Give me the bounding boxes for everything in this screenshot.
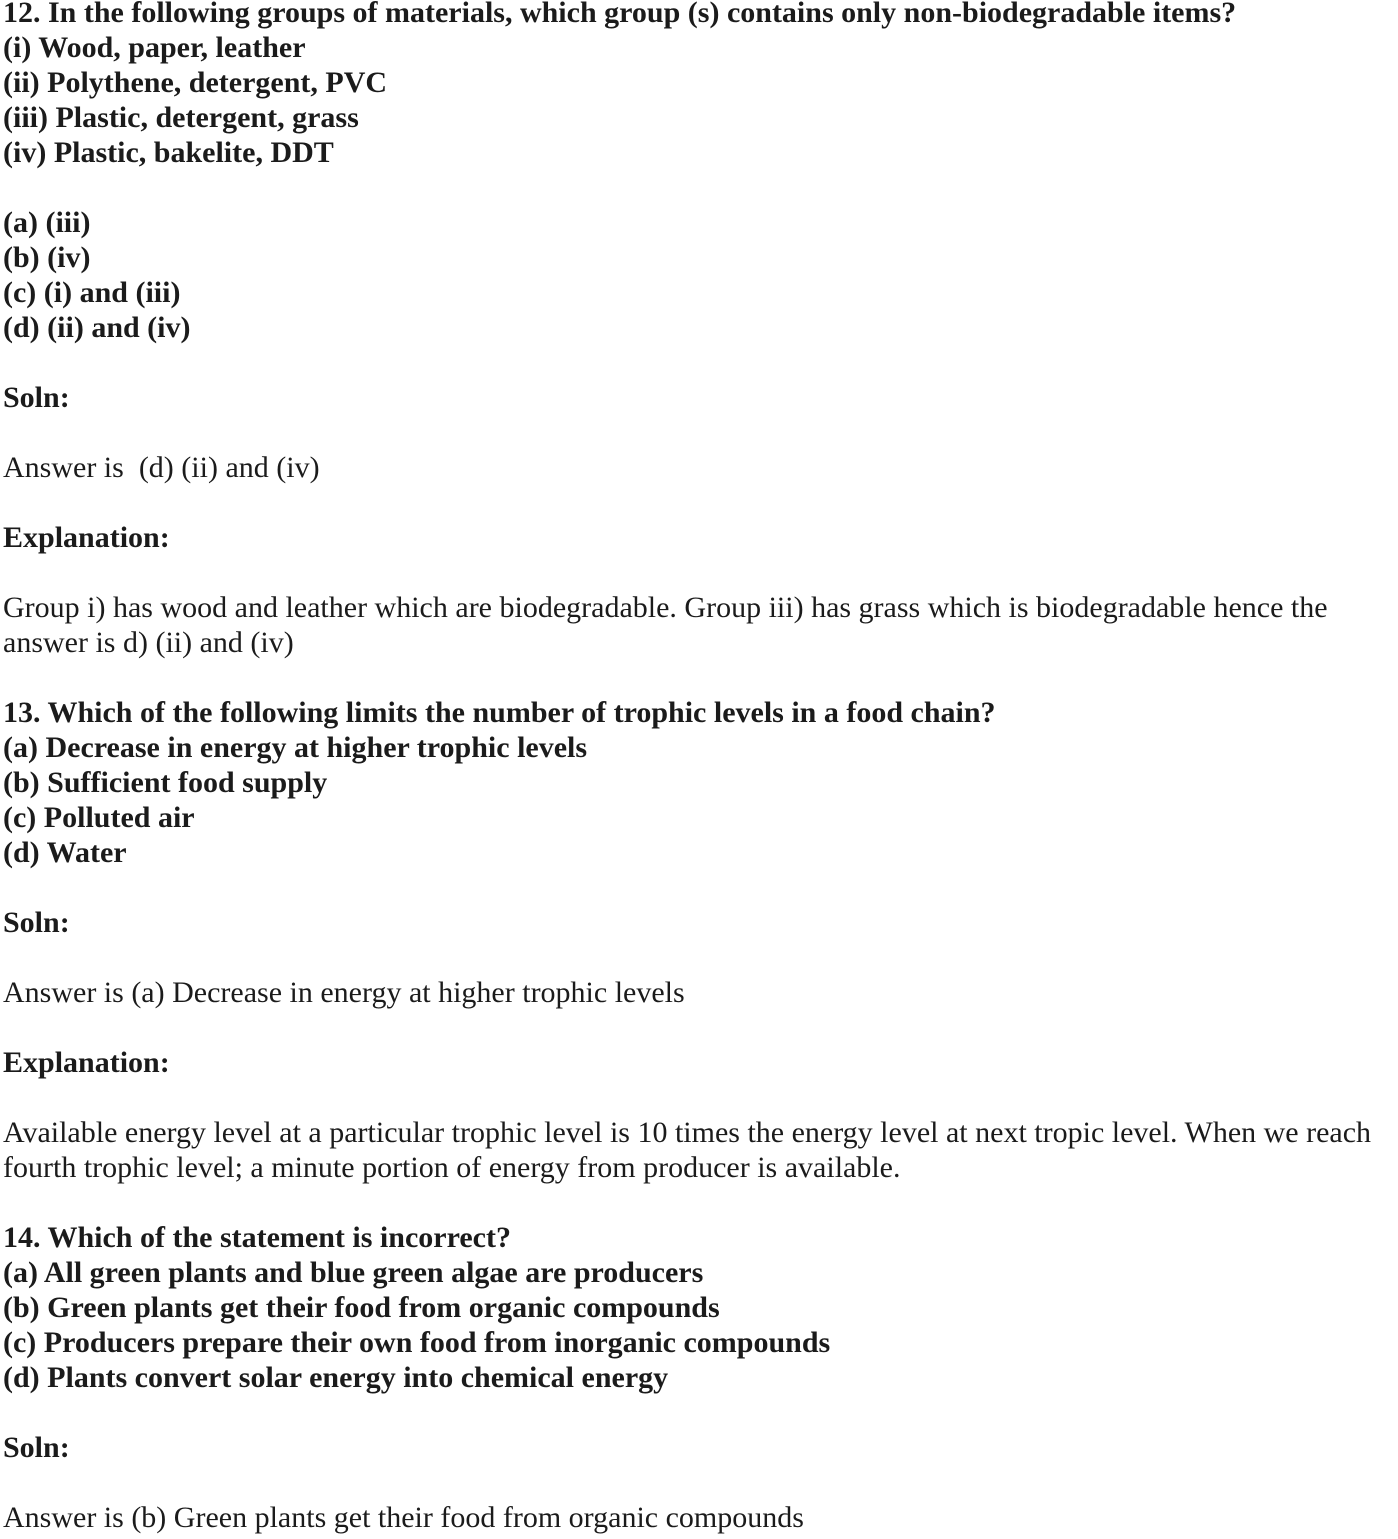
document-content	[3, 0, 1398, 1535]
question-12-options-line-1: (a) (iii)	[3, 206, 91, 239]
question-13-soln-label-line-1: Soln:	[3, 906, 70, 939]
question-14-answer	[3, 1500, 1398, 1535]
question-14-soln-label	[3, 1430, 1398, 1465]
question-12-explanation-label	[3, 520, 1398, 555]
question-14-line-1: 14. Which of the statement is incorrect?	[3, 1221, 511, 1254]
question-12	[3, 0, 1398, 170]
question-14-answer-line-1: Answer is (b) Green plants get their food from organic compounds	[3, 1501, 804, 1534]
question-13-explanation-label	[3, 1045, 1398, 1080]
question-13-line-3: (b) Sufficient food supply	[3, 766, 328, 799]
question-13-line-4: (c) Polluted air	[3, 801, 195, 834]
question-12-options-line-2: (b) (iv)	[3, 241, 91, 274]
question-13-line-1: 13. Which of the following limits the number of trophic levels in a food chain?	[3, 696, 996, 729]
question-12-line-4: (iii) Plastic, detergent, grass	[3, 101, 359, 134]
question-13-explanation-line-1: Available energy level at a particular trophic level is 10 times the energy level at next tropic level. When we reach fourth trophic level; a minute portion of energy from producer is available.	[3, 1116, 1379, 1184]
question-12-soln-label	[3, 380, 1398, 415]
question-12-line-2: (i) Wood, paper, leather	[3, 31, 306, 64]
question-12-explanation-line-1: Group i) has wood and leather which are biodegradable. Group iii) has grass which is biodegradable hence the answer is d) (ii) and (iv)	[3, 591, 1336, 659]
question-14-soln-label-line-1: Soln:	[3, 1431, 70, 1464]
question-14-line-3: (b) Green plants get their food from organic compounds	[3, 1291, 720, 1324]
question-13-answer	[3, 975, 1398, 1010]
question-12-soln-label-line-1: Soln:	[3, 381, 70, 414]
question-13-answer-line-1: Answer is (a) Decrease in energy at higher trophic levels	[3, 976, 685, 1009]
question-12-options-line-3: (c) (i) and (iii)	[3, 276, 181, 309]
question-14-line-4: (c) Producers prepare their own food from inorganic compounds	[3, 1326, 831, 1359]
question-13-soln-label	[3, 905, 1398, 940]
question-12-explanation	[3, 590, 1398, 660]
question-13	[3, 695, 1398, 870]
question-14-line-2: (a) All green plants and blue green algae are producers	[3, 1256, 704, 1289]
question-13-explanation	[3, 1115, 1398, 1185]
question-14	[3, 1220, 1398, 1395]
question-12-line-1: 12. In the following groups of materials, which group (s) contains only non-biodegradable items?	[3, 0, 1237, 29]
question-12-answer	[3, 450, 1398, 485]
question-12-answer-line-1: Answer is (d) (ii) and (iv)	[3, 451, 320, 484]
question-12-line-3: (ii) Polythene, detergent, PVC	[3, 66, 388, 99]
question-13-line-2: (a) Decrease in energy at higher trophic levels	[3, 731, 588, 764]
question-12-line-5: (iv) Plastic, bakelite, DDT	[3, 136, 334, 169]
question-13-explanation-label-line-1: Explanation:	[3, 1046, 170, 1079]
question-12-options-line-4: (d) (ii) and (iv)	[3, 311, 191, 344]
question-12-explanation-label-line-1: Explanation:	[3, 521, 170, 554]
question-12-options	[3, 205, 1398, 345]
question-14-line-5: (d) Plants convert solar energy into chemical energy	[3, 1361, 669, 1394]
question-13-line-5: (d) Water	[3, 836, 127, 869]
